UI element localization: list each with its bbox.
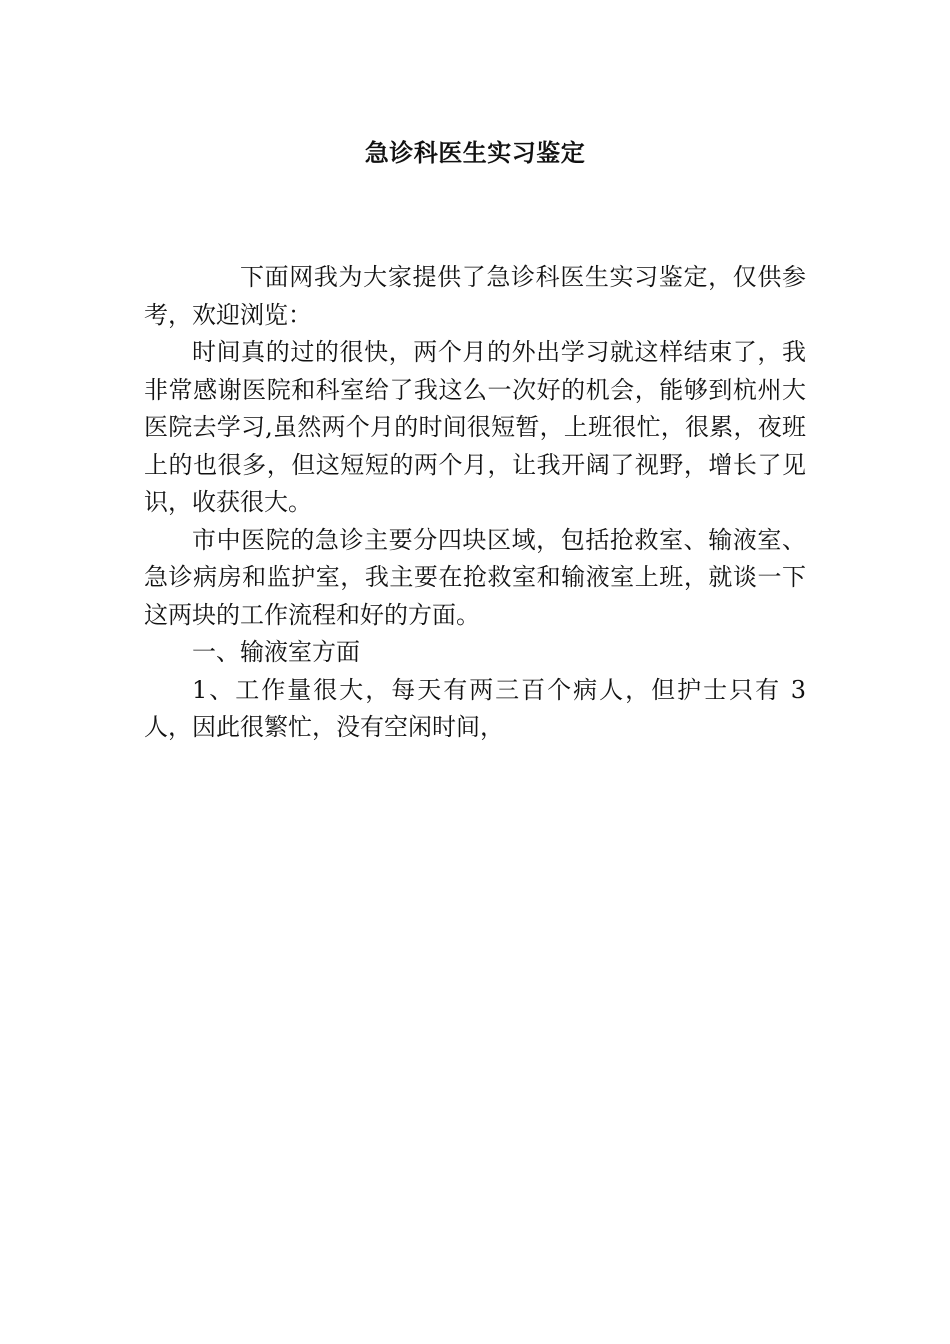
paragraph-1: 时间真的过的很快，两个月的外出学习就这样结束了，我非常感谢医院和科室给了我这么一次好的机会，能够到杭州大医院去学习,虽然两个月的时间很短暂，上班很忙，很累，夜班上的也很多，但这短短的两个月，让我开阔了视野，增长了见识，收获很大。	[144, 338, 806, 516]
document-body	[144, 258, 806, 747]
document-title: 急诊科医生实习鉴定	[364, 138, 586, 167]
section-heading: 一、输液室方面	[192, 638, 360, 666]
paragraph-intro: 下面网我为大家提供了急诊科医生实习鉴定，仅供参考，欢迎浏览：	[144, 263, 806, 329]
paragraph-2: 市中医院的急诊主要分四块区域，包括抢救室、输液室、急诊病房和监护室，我主要在抢救室和输液室上班，就谈一下这两块的工作流程和好的方面。	[144, 525, 806, 629]
paragraph-3: 1、工作量很大，每天有两三百个病人，但护士只有 3 人，因此很繁忙，没有空闲时间，	[144, 675, 806, 741]
